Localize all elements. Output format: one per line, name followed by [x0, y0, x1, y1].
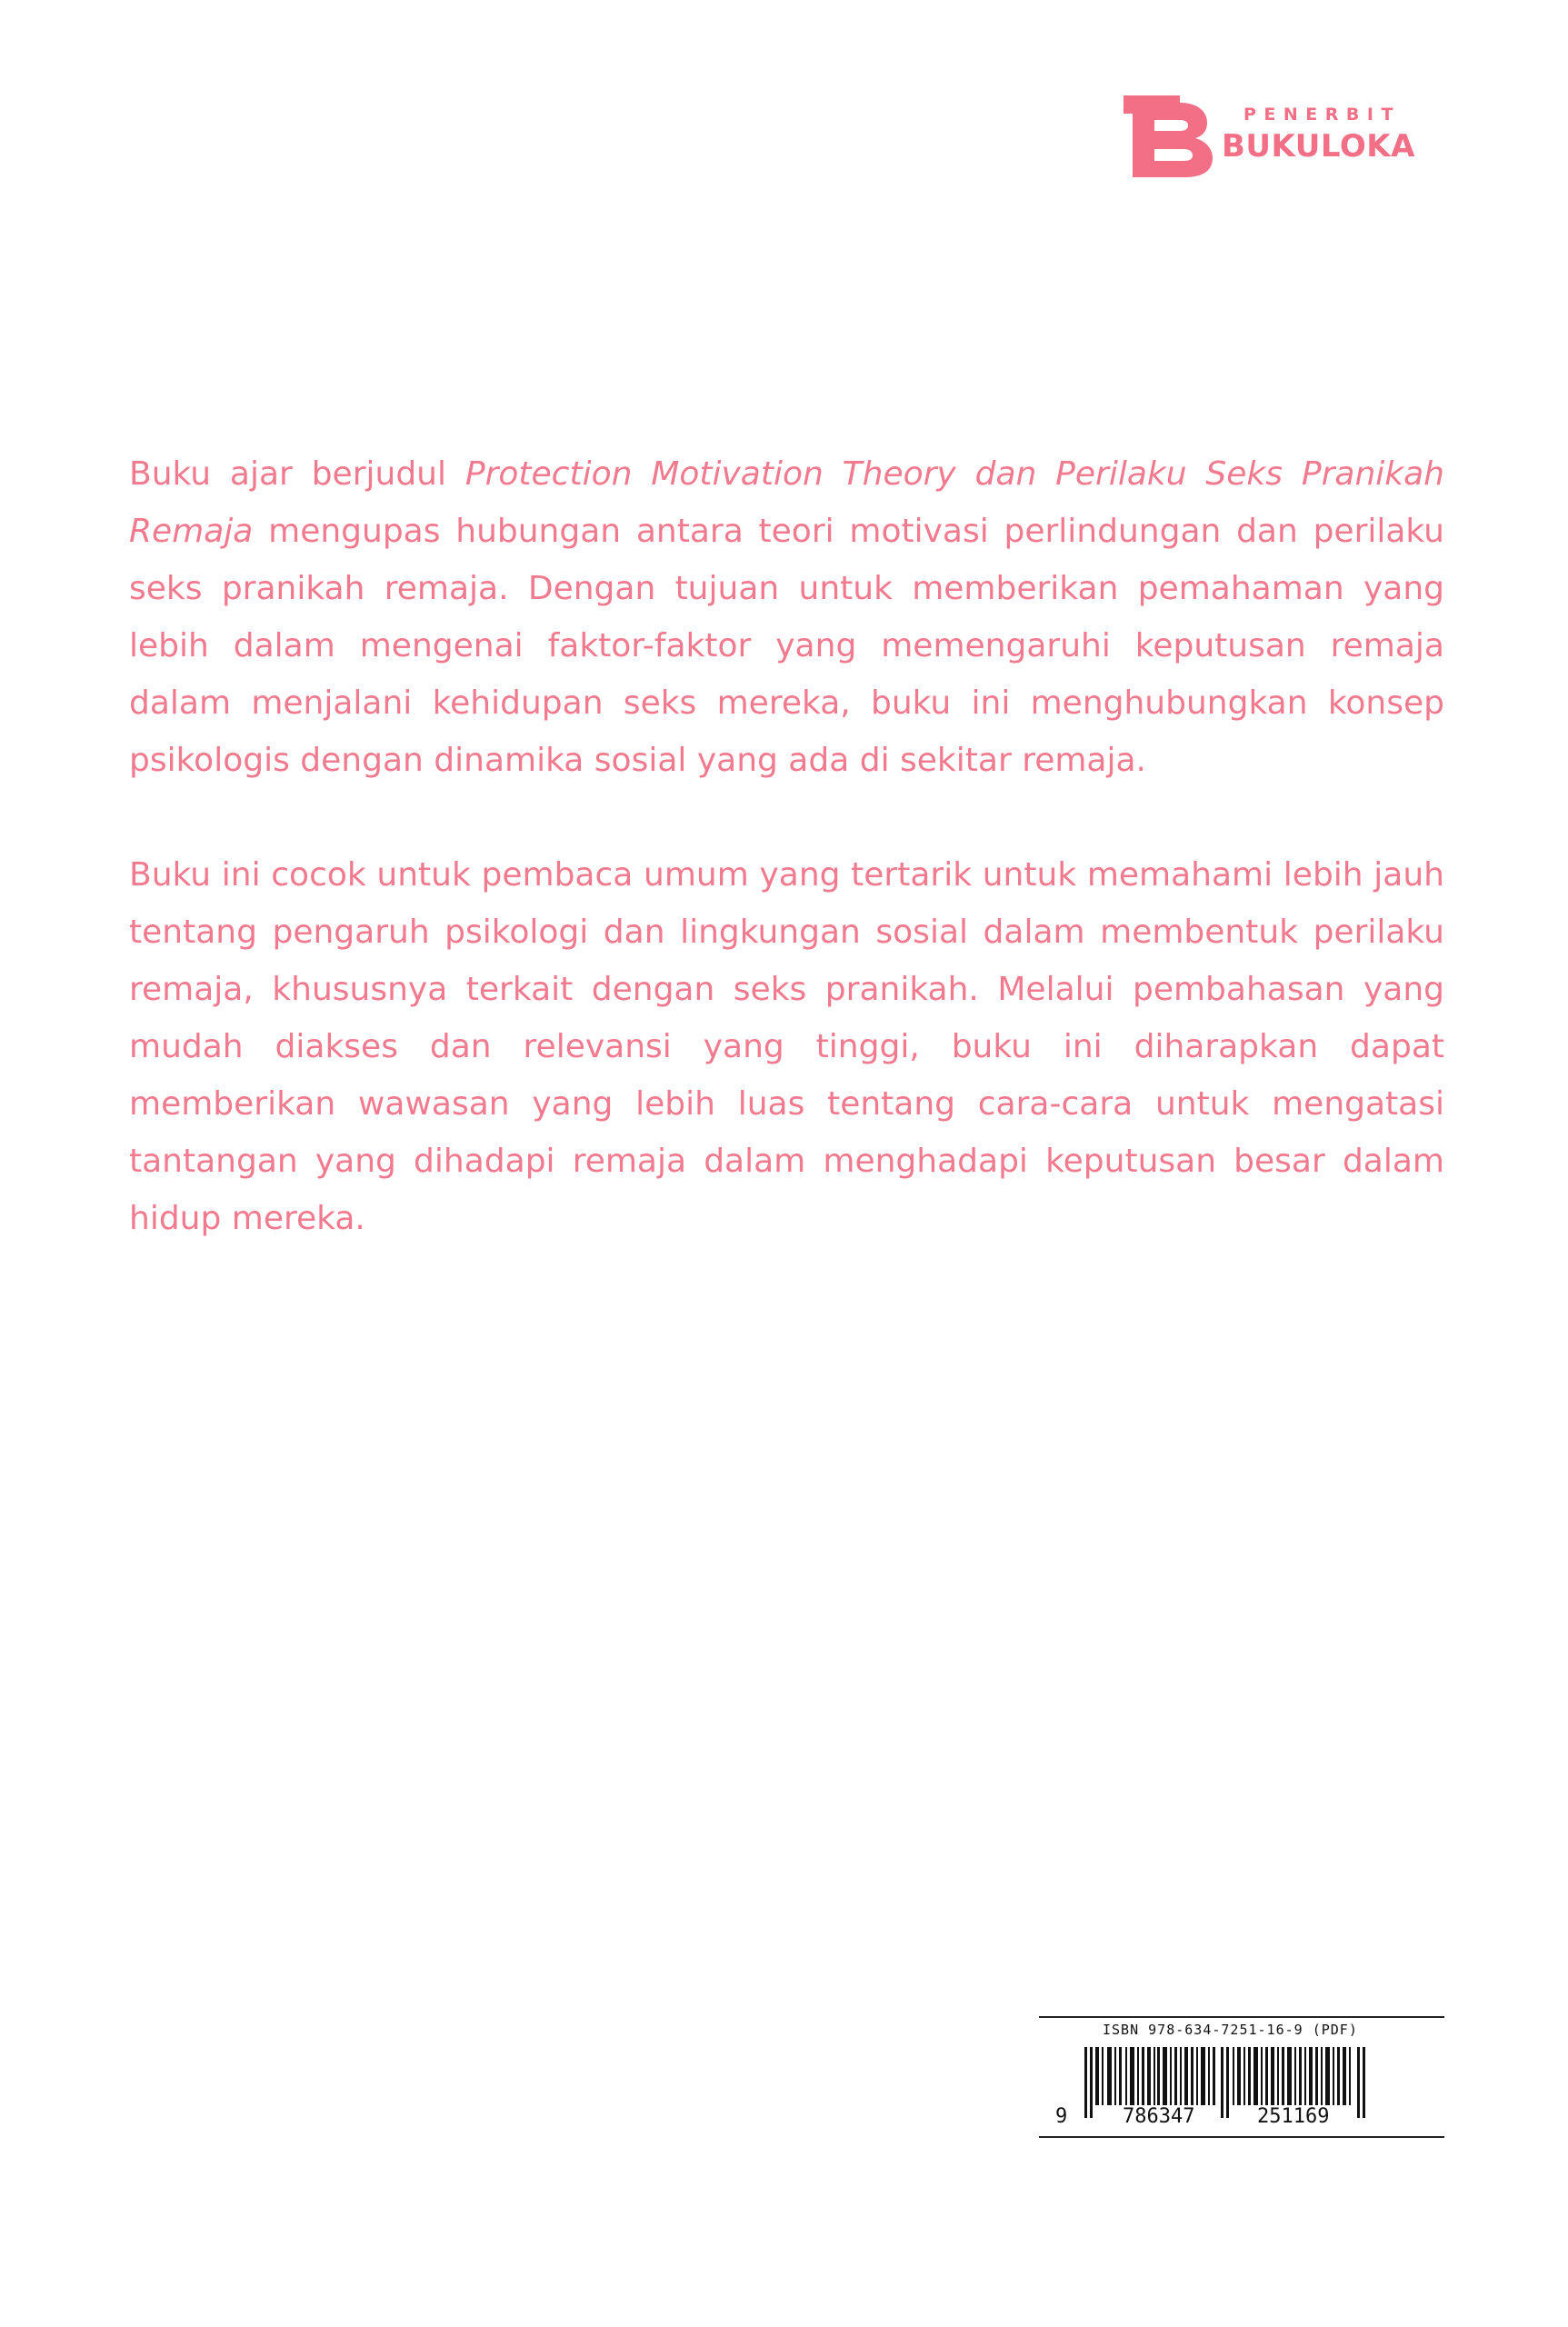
publisher-logo — [1124, 95, 1451, 177]
isbn-label: ISBN 978-634-7251-16-9 (PDF) — [1103, 2022, 1358, 2038]
barcode-left-digits: 786347 — [1123, 2105, 1195, 2128]
publisher-name: BUKULOKA — [1222, 128, 1415, 165]
blurb-paragraph-2: Buku ini cocok untuk pembaca umum yang tertarik untuk memahami lebih jauh tentang pengaruh psikologi dan lingkungan sosial dalam membentuk perilaku remaja, khususnya terkait dengan seks pranikah. Melalui pembahasan yang mudah diakses dan relevansi yang tinggi, buku ini diharapkan dapat memberikan wawasan yang lebih luas tentang cara-cara untuk mengatasi tantangan yang dihadapi remaja dalam menghadapi keputusan besar dalam hidup mereka. — [129, 856, 1444, 1237]
isbn-barcode-block — [1039, 2016, 1444, 2138]
publisher-label: PENERBIT — [1243, 105, 1401, 125]
barcode-right-digits: 251169 — [1257, 2105, 1330, 2128]
blurb-paragraph-1-rest: mengupas hubungan antara teori motivasi perlindungan dan perilaku seks pranikah remaja. Dengan tujuan untuk memberikan pemahaman yang lebih dalam mengenai faktor-faktor yang memengaruhi keputusan remaja dalam menjalani kehidupan seks mereka, buku ini menghubungkan konsep psikologis dengan dinamika sosial yang ada di sekitar remaja. — [129, 513, 1444, 779]
book-title: Protection Motivation Theory dan Perilaku Seks Pranikah Remaja — [129, 455, 1444, 550]
isbn-divider-top — [1039, 2016, 1444, 2018]
isbn-divider-bottom — [1039, 2136, 1444, 2138]
blurb-paragraph-1 — [129, 445, 1444, 789]
blurb-intro: Buku ajar berjudul — [129, 455, 465, 493]
bukuloka-b-logo-icon — [1124, 95, 1223, 177]
book-blurb — [129, 445, 1444, 1304]
barcode-lead-digit: 9 — [1055, 2105, 1068, 2128]
